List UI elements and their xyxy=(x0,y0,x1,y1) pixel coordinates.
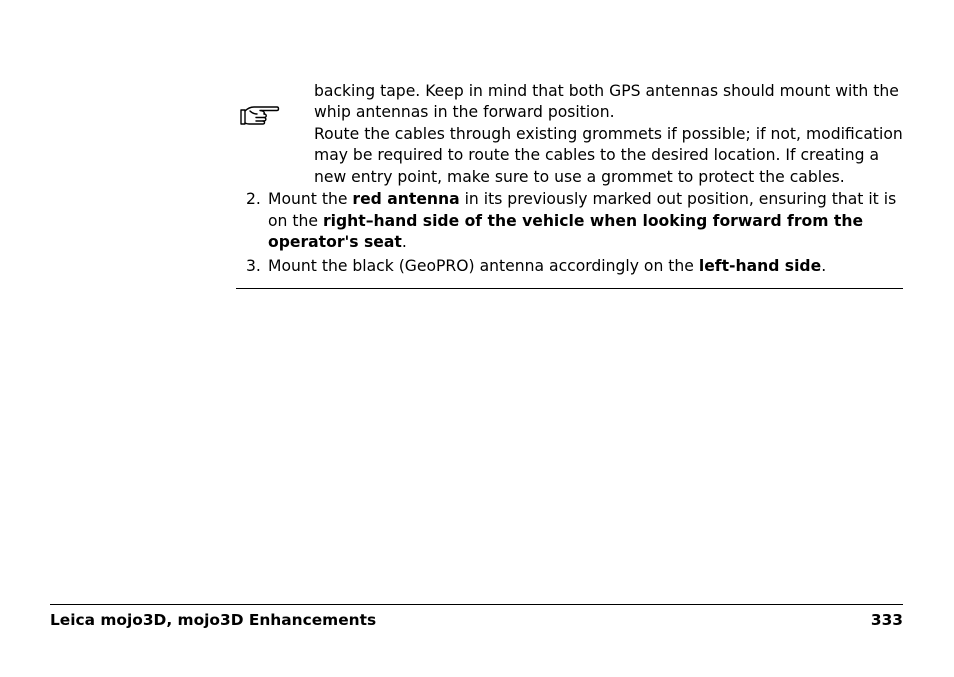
step-number: 3. xyxy=(246,257,261,275)
section-divider xyxy=(236,288,903,289)
tip-paragraph: Route the cables through existing grommets if possible; if not, modification may be required to route the cables to the desired location. If creating a new entry point, make sure to use a grommet to protect the cables. xyxy=(314,124,903,186)
step-text xyxy=(268,189,908,254)
note-paragraph-top: backing tape. Keep in mind that both GPS antennas should mount with the whip antennas in the forward position. xyxy=(314,81,899,121)
step-bold-right-hand-side: right–hand side of the vehicle when looking forward from the operator's seat xyxy=(268,211,864,251)
step-text xyxy=(268,256,908,278)
step-bold-left-hand-side: left-hand side xyxy=(698,257,822,275)
pointing-hand-icon xyxy=(239,102,281,128)
step-text-part: . xyxy=(401,233,407,251)
footer-divider xyxy=(50,604,903,605)
step-text-part: Mount the black (GeoPRO) antenna accordingly on the xyxy=(268,257,699,275)
tip-note xyxy=(314,102,914,188)
step-bold-red-antenna: red antenna xyxy=(352,190,460,208)
page-number: 333 xyxy=(870,611,903,629)
step-text-part: in its previously marked out position, ensuring that it is on the xyxy=(268,190,897,230)
step-text-part: . xyxy=(821,257,827,275)
step-number: 2. xyxy=(246,190,261,208)
step-text-part: Mount the xyxy=(268,190,353,208)
footer-title: Leica mojo3D, mojo3D Enhancements xyxy=(50,611,377,629)
